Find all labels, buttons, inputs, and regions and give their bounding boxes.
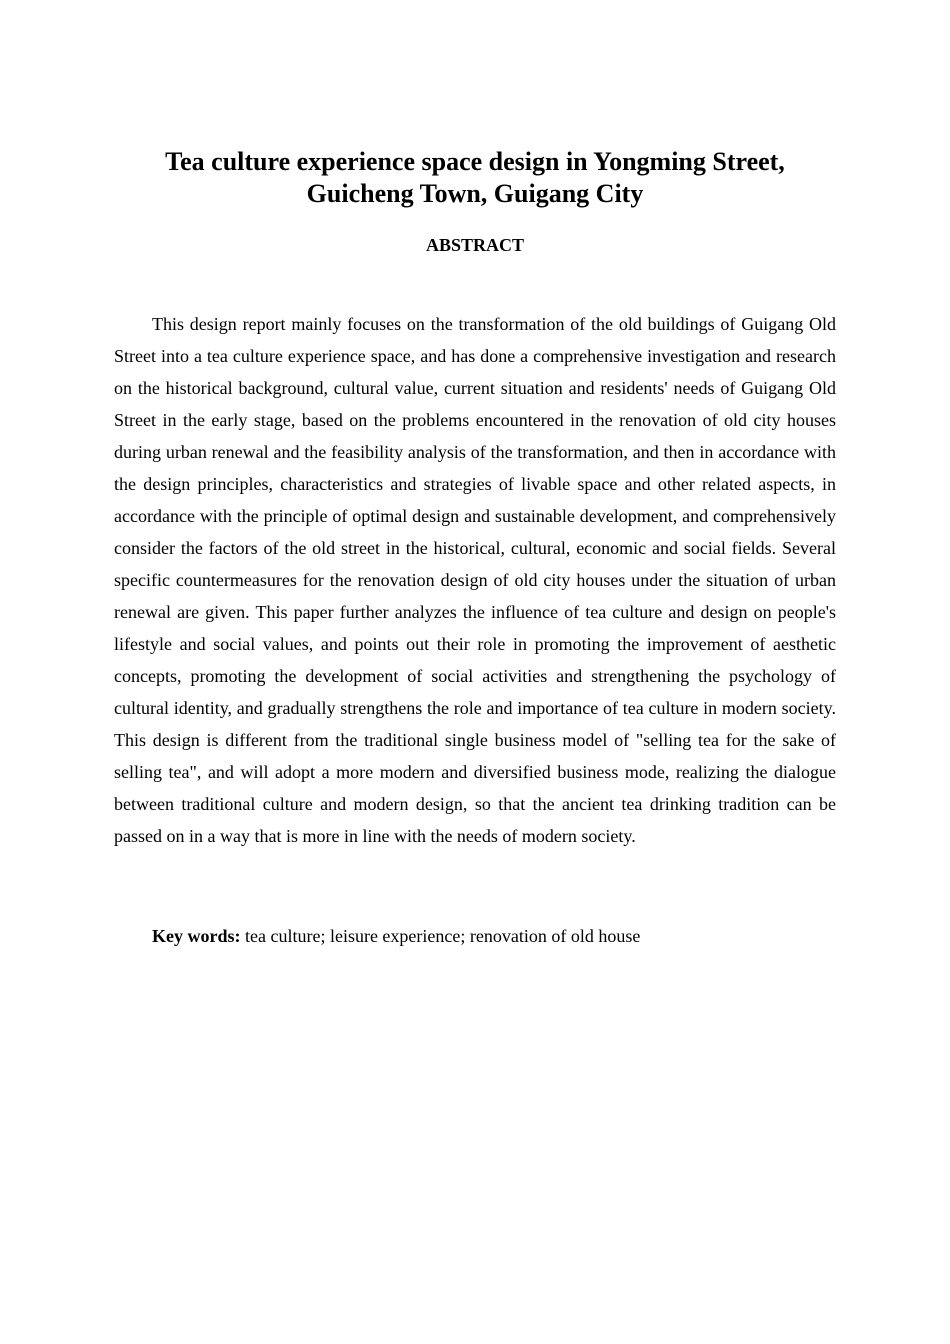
abstract-heading: ABSTRACT <box>425 235 525 255</box>
title-line-1: Tea culture experience space design in Yongming Street, <box>165 147 785 176</box>
title-line-2: Guicheng Town, Guigang City <box>306 179 644 208</box>
keywords-text: tea culture; leisure experience; renovation of old house <box>240 926 641 946</box>
keywords-line <box>114 922 836 950</box>
abstract-body: This design report mainly focuses on the transformation of the old buildings of Guigang Old Street into a tea culture experience space, and has done a comprehensive investigation and research on the historical background, cultural value, current situation and residents' needs of Guigang Old Street in the early stage, based on the problems encountered in the renovation of old city houses during urban renewal and the feasibility analysis of the transformation, and then in accordance with the design principles, characteristics and strategies of livable space and other related aspects, in accordance with the principle of optimal design and sustainable development, and comprehensively consider the factors of the old street in the historical, cultural, economic and social fields. Several specific countermeasures for the renovation design of old city houses under the situation of urban renewal are given. This paper further analyzes the influence of tea culture and design on people's lifestyle and social values, and points out their role in promoting the improvement of aesthetic concepts, promoting the development of social activities and strengthening the psychology of cultural identity, and gradually strengthens the role and importance of tea culture in modern society. This design is different from the traditional single business model of "selling tea for the sake of selling tea", and will adopt a more modern and diversified business mode, realizing the dialogue between traditional culture and modern design, so that the ancient tea drinking tradition can be passed on in a way that is more in line with the needs of modern society. <box>114 314 836 846</box>
document-title <box>114 146 836 210</box>
keywords-label: Key words: <box>152 926 241 946</box>
